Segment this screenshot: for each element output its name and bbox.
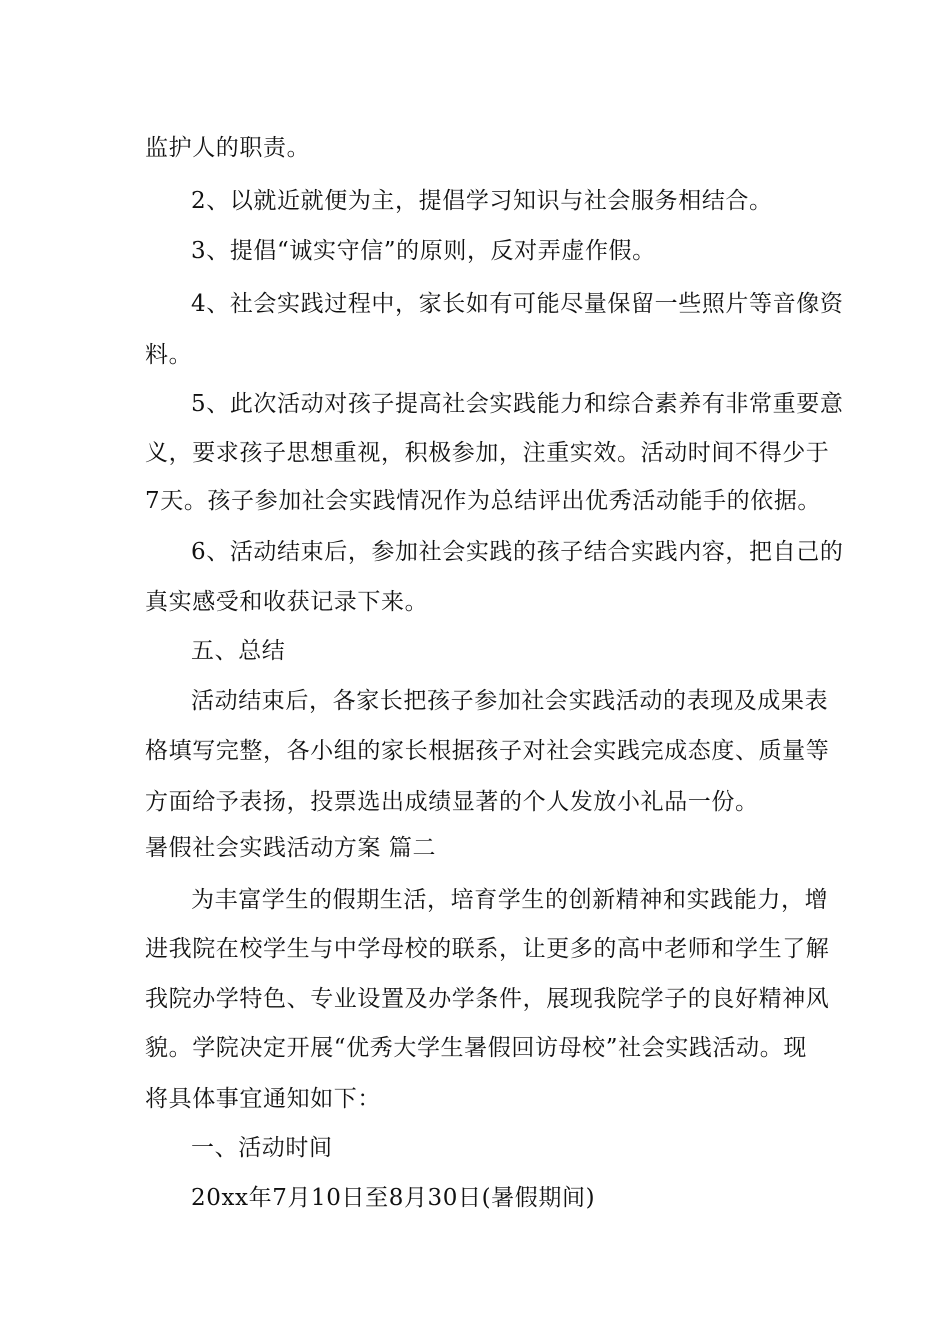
activity-date: 20xx年7月10日至8月30日(暑假期间) bbox=[191, 1185, 596, 1211]
paragraph-line: 义，要求孩子思想重视，积极参加，注重实效。活动时间不得少于 bbox=[145, 440, 830, 466]
paragraph-line: 活动结束后，各家长把孩子参加社会实践活动的表现及成果表 bbox=[191, 688, 829, 714]
paragraph-line: 为丰富学生的假期生活，培育学生的创新精神和实践能力，增 bbox=[191, 887, 829, 913]
paragraph-line: 我院办学特色、专业设置及办学条件，展现我院学子的良好精神风 bbox=[145, 986, 830, 1012]
list-item-3: 3、提倡“诚实守信”的原则，反对弄虚作假。 bbox=[191, 238, 656, 264]
paragraph-line: 料。 bbox=[145, 342, 193, 368]
paragraph-line: 格填写完整，各小组的家长根据孩子对社会实践完成态度、质量等 bbox=[145, 738, 830, 764]
article-title: 暑假社会实践活动方案 篇二 bbox=[145, 835, 437, 861]
paragraph-line: 将具体事宜通知如下： bbox=[145, 1086, 381, 1112]
list-item-5: 5、此次活动对孩子提高社会实践能力和综合素养有非常重要意 bbox=[191, 391, 844, 417]
paragraph-line: 7天。孩子参加社会实践情况作为总结评出优秀活动能手的依据。 bbox=[145, 488, 822, 514]
list-item-6: 6、活动结束后，参加社会实践的孩子结合实践内容，把自己的 bbox=[191, 539, 844, 565]
paragraph-line: 方面给予表扬，投票选出成绩显著的个人发放小礼品一份。 bbox=[145, 789, 759, 815]
paragraph-line: 监护人的职责。 bbox=[145, 135, 311, 161]
section-heading-time: 一、活动时间 bbox=[191, 1135, 333, 1161]
paragraph-line: 真实感受和收获记录下来。 bbox=[145, 589, 429, 615]
paragraph-line: 貌。学院决定开展“优秀大学生暑假回访母校”社会实践活动。现 bbox=[145, 1035, 807, 1061]
list-item-2: 2、以就近就便为主，提倡学习知识与社会服务相结合。 bbox=[191, 188, 773, 214]
paragraph-line: 进我院在校学生与中学母校的联系，让更多的高中老师和学生了解 bbox=[145, 936, 830, 962]
section-heading-summary: 五、总结 bbox=[191, 638, 286, 664]
list-item-4: 4、社会实践过程中，家长如有可能尽量保留一些照片等音像资 bbox=[191, 291, 844, 317]
